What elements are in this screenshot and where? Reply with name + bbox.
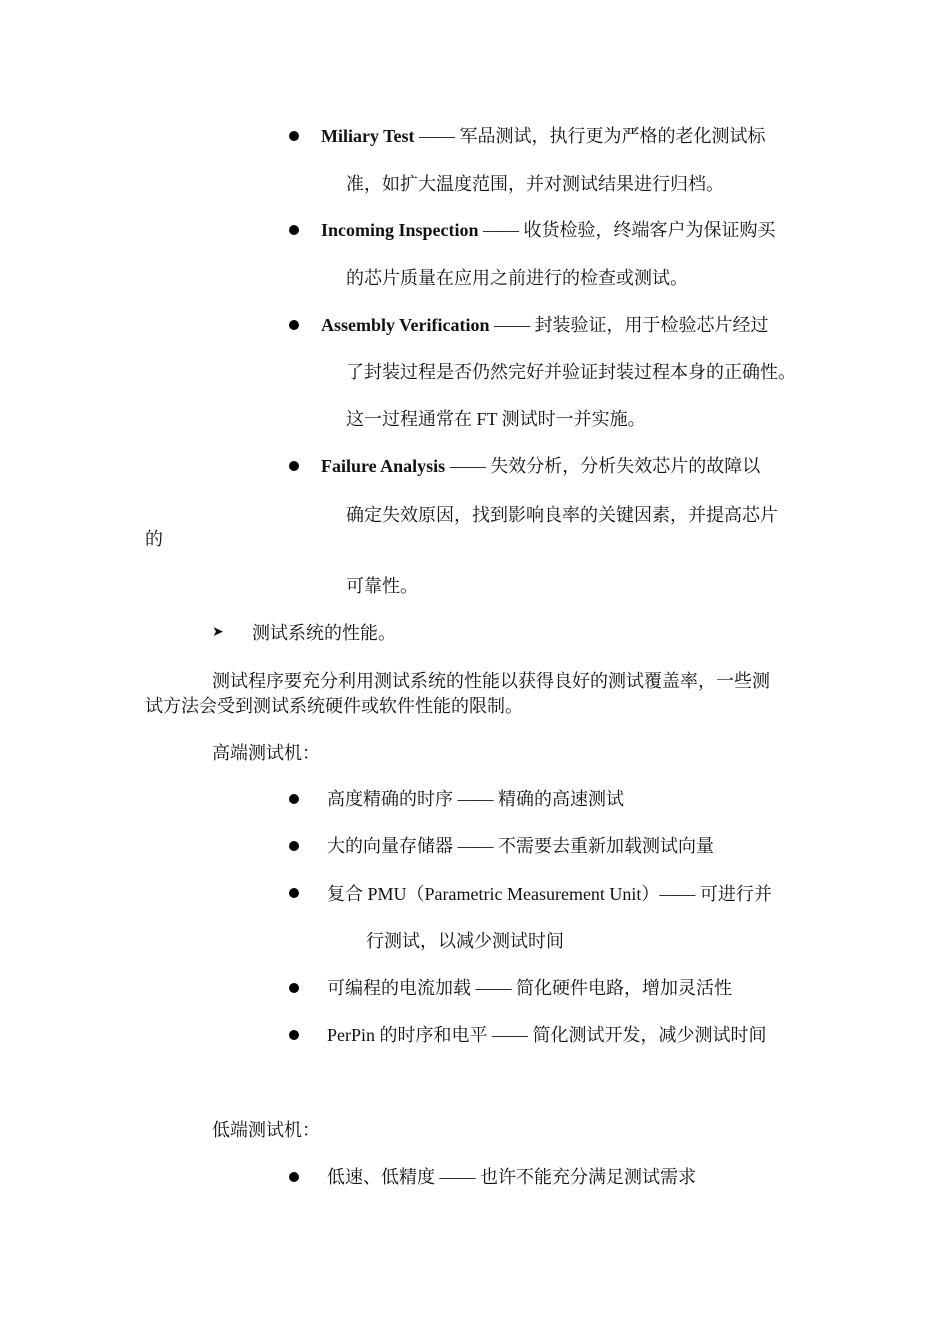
list-item-failure-analysis	[321, 454, 760, 478]
bullet-icon	[289, 131, 299, 141]
high-end-item: PerPin 的时序和电平 —— 简化测试开发，减少测试时间	[327, 1025, 767, 1045]
low-end-label: 低端测试机：	[212, 1120, 320, 1140]
high-end-label: 高端测试机：	[212, 743, 320, 763]
description: 失效分析，分析失效芯片的故障以	[490, 456, 761, 476]
bullet-icon	[289, 320, 299, 330]
section-heading: 测试系统的性能。	[252, 623, 396, 643]
dash: ——	[478, 220, 524, 240]
dash: ——	[445, 456, 491, 476]
list-item-assembly-verification	[321, 313, 769, 337]
term: Assembly Verification	[321, 315, 490, 335]
continuation-line: 行测试，以减少测试时间	[366, 931, 564, 951]
dash: ——	[489, 315, 535, 335]
description: 军品测试，执行更为严格的老化测试标	[459, 126, 766, 146]
high-end-item: 大的向量存储器 —— 不需要去重新加载测试向量	[327, 836, 714, 856]
continuation-line: 可靠性。	[346, 576, 418, 596]
term: Incoming Inspection	[321, 220, 479, 240]
continuation-line: 准，如扩大温度范围，并对测试结果进行归档。	[346, 174, 724, 194]
stray-character: 的	[145, 529, 163, 549]
term: Miliary Test	[321, 126, 415, 146]
description: 收货检验，终端客户为保证购买	[523, 220, 776, 240]
term: Failure Analysis	[321, 456, 446, 476]
bullet-icon	[289, 888, 299, 898]
bullet-icon	[289, 841, 299, 851]
high-end-item: 复合 PMU（Parametric Measurement Unit）—— 可进行并	[327, 884, 772, 904]
continuation-line: 的芯片质量在应用之前进行的检查或测试。	[346, 268, 688, 288]
continuation-line: 确定失效原因，找到影响良率的关键因素，并提高芯片	[346, 505, 778, 525]
high-end-item: 高度精确的时序 —— 精确的高速测试	[327, 789, 624, 809]
low-end-item: 低速、低精度 —— 也许不能充分满足测试需求	[327, 1167, 696, 1187]
high-end-item: 可编程的电流加载 —— 简化硬件电路，增加灵活性	[327, 978, 732, 998]
continuation-line: 这一过程通常在 FT 测试时一并实施。	[346, 409, 646, 429]
bullet-icon	[289, 225, 299, 235]
arrow-bullet-icon: ➤	[212, 625, 224, 640]
list-item-miliary-test	[321, 124, 766, 148]
bullet-icon	[289, 1030, 299, 1040]
bullet-icon	[289, 794, 299, 804]
paragraph-line: 测试程序要充分利用测试系统的性能以获得良好的测试覆盖率，一些测	[212, 671, 770, 691]
bullet-icon	[289, 1172, 299, 1182]
continuation-line: 了封装过程是否仍然完好并验证封装过程本身的正确性。	[346, 362, 796, 382]
list-item-incoming-inspection	[321, 218, 776, 242]
dash: ——	[414, 126, 460, 146]
paragraph-line: 试方法会受到测试系统硬件或软件性能的限制。	[145, 696, 523, 716]
bullet-icon	[289, 461, 299, 471]
description: 封装验证，用于检验芯片经过	[534, 315, 769, 335]
bullet-icon	[289, 983, 299, 993]
